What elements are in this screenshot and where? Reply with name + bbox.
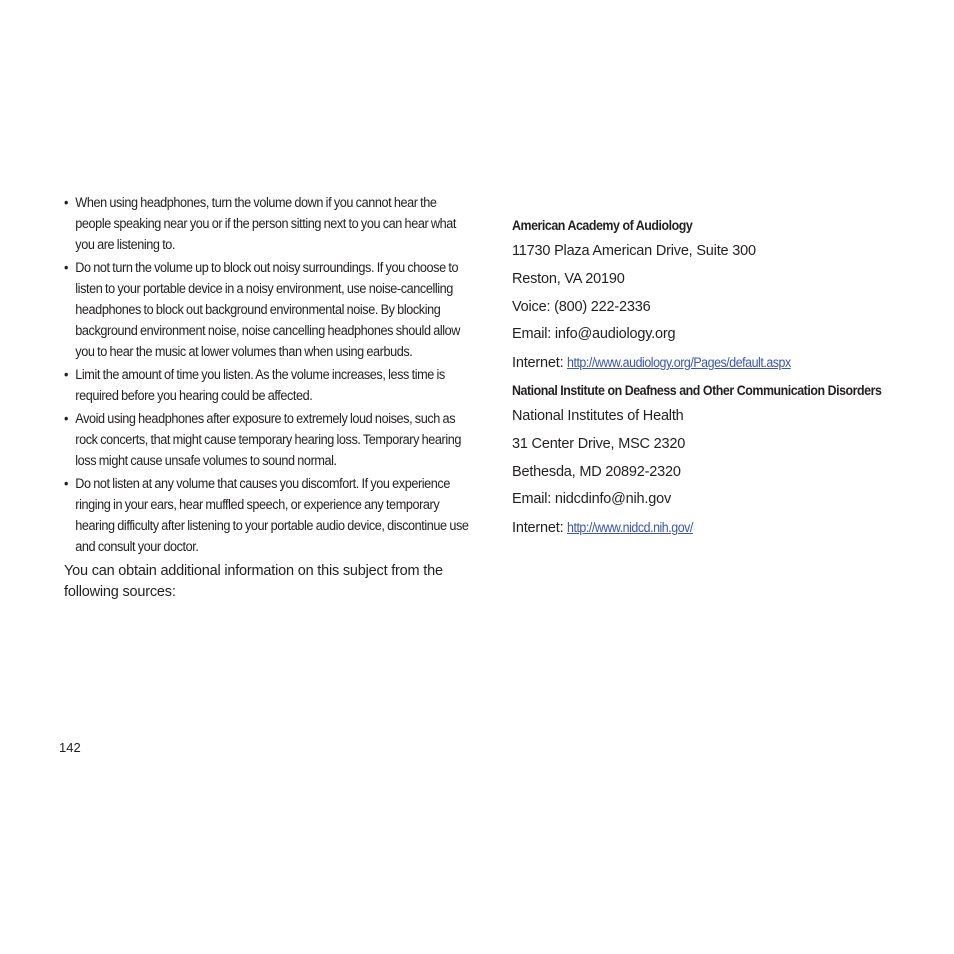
- internet-line: [512, 349, 932, 378]
- right-column: [512, 214, 932, 543]
- organization-audiology: [512, 214, 932, 378]
- bullet-item-discomfort: [64, 473, 470, 557]
- address-line-city: Reston, VA 20190: [512, 270, 625, 287]
- bullet-dot: •: [64, 260, 69, 275]
- address-line-institution: National Institutes of Health: [512, 407, 684, 424]
- bullet-text: When using headphones, turn the volume down if you cannot hear the people speaking near you or if the person sitting next to you can hear what you are listening to.: [75, 195, 457, 252]
- bullet-text: Do not listen at any volume that causes you discomfort. If you experience ringing in your ears, hear muffled speech, or experience any temporary hearing difficulty after listening to your portable audio device, discontinue use and consult your doctor.: [75, 476, 469, 554]
- bullet-dot: •: [64, 367, 69, 382]
- bullet-dot: •: [64, 411, 69, 426]
- email-line: Email: nidcdinfo@nih.gov: [512, 491, 672, 508]
- internet-label: Internet:: [512, 355, 568, 372]
- organization-name: National Institute on Deafness and Other Communication Disorders: [512, 382, 882, 398]
- bullet-item-noisy-surroundings: [64, 257, 470, 362]
- internet-line: [512, 514, 932, 543]
- email-line: Email: info@audiology.org: [512, 326, 676, 343]
- internet-label: Internet:: [512, 520, 568, 537]
- left-column: [64, 192, 469, 603]
- bullet-dot: •: [64, 195, 69, 210]
- safety-bullet-list: [64, 192, 469, 557]
- address-line-city: Bethesda, MD 20892-2320: [512, 463, 681, 480]
- organization-nidcd: [512, 379, 932, 543]
- sources-intro-paragraph: You can obtain additional information on this subject from the following sources:: [64, 563, 443, 600]
- bullet-item-headphones-volume: [64, 192, 470, 255]
- nidcd-website-link[interactable]: http://www.nidcd.nih.gov/: [567, 520, 694, 536]
- bullet-dot: •: [64, 476, 69, 491]
- bullet-item-loud-noises: [64, 408, 470, 471]
- organization-name: American Academy of Audiology: [512, 218, 693, 233]
- bullet-text: Do not turn the volume up to block out noisy surroundings. If you choose to listen to your portable device in a noisy environment, use noise-cancelling headphones to block out background environmental noise. By blocking background environment noise, noise cancelling headphones should allow you to hear the music at lower volumes than when using earbuds.: [75, 260, 461, 359]
- bullet-text: Limit the amount of time you listen. As the volume increases, less time is required before you hearing could be affected.: [75, 367, 445, 403]
- page-number: 142: [59, 740, 81, 755]
- address-line-street: 31 Center Drive, MSC 2320: [512, 435, 686, 452]
- bullet-text: Avoid using headphones after exposure to extremely loud noises, such as rock concerts, that might cause temporary hearing loss. Temporary hearing loss might cause unsafe volumes to sound normal.: [75, 411, 462, 468]
- voice-line: Voice: (800) 222-2336: [512, 298, 651, 315]
- address-line-street: 11730 Plaza American Drive, Suite 300: [512, 243, 756, 259]
- audiology-website-link[interactable]: http://www.audiology.org/Pages/default.aspx: [567, 355, 791, 371]
- bullet-item-limit-time: [64, 364, 470, 406]
